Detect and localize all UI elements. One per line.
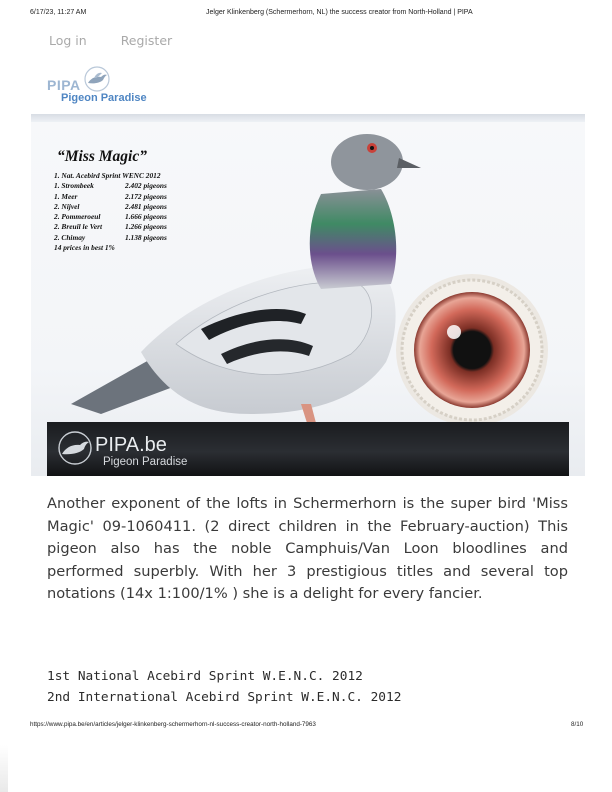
result-card (54, 148, 167, 253)
result-count: 1.666 pigeons (125, 212, 167, 222)
result-count: 2.172 pigeons (125, 191, 167, 201)
print-datetime: 6/17/23, 11:27 AM (30, 9, 87, 16)
result-place: 1. Strombeek (54, 181, 94, 191)
result-row (54, 192, 167, 202)
print-page-title: Jelger Klinkenberg (Schermerhorn, NL) the success creator from North-Holland | PIPA (206, 9, 473, 16)
page-number: 8/10 (571, 721, 584, 728)
result-row (54, 171, 167, 181)
register-link[interactable]: Register (120, 33, 173, 48)
watermark-sub: Pigeon Paradise (103, 456, 188, 468)
result-count: 1.266 pigeons (125, 222, 167, 232)
pigeon-photo (31, 114, 585, 476)
scan-edge-shadow (0, 745, 8, 792)
logo-name: Pigeon Paradise (61, 92, 147, 104)
result-row (54, 181, 167, 191)
titles-list (47, 666, 401, 708)
result-count: 1.138 pigeons (125, 232, 167, 242)
result-place: 1. Nat. Acebird Sprint WENC 2012 (54, 171, 161, 180)
result-count: 2.481 pigeons (125, 201, 167, 211)
site-logo[interactable] (47, 66, 167, 106)
title-line: 1st National Acebird Sprint W.E.N.C. 2012 (47, 669, 363, 684)
result-row (54, 233, 167, 243)
auth-links (49, 33, 172, 48)
photo-watermark (55, 430, 205, 470)
result-place: 2. Pommeroeul (54, 212, 101, 222)
results-table (54, 171, 167, 243)
result-row (54, 212, 167, 222)
print-url: https://www.pipa.be/en/articles/jelger-klinkenberg-schermerhorn-nl-success-creator-north-holland-7963 (30, 721, 316, 728)
result-place: 2. Chimay (54, 232, 86, 242)
result-count: 2.402 pigeons (125, 181, 167, 191)
login-link[interactable]: Log in (49, 33, 87, 48)
bird-name: “Miss Magic” (57, 148, 147, 165)
watermark-site: PIPA.be (95, 434, 167, 456)
result-place: 1. Meer (54, 191, 78, 201)
result-row (54, 202, 167, 212)
logo-brand: PIPA (47, 77, 81, 93)
result-place: 2. Nijvel (54, 201, 80, 211)
print-footer (0, 721, 612, 735)
print-header (0, 0, 612, 20)
pigeon-icon (82, 66, 112, 92)
title-line: 2nd International Acebird Sprint W.E.N.C. 2012 (47, 690, 402, 705)
result-place: 2. Breuil le Vert (54, 222, 103, 232)
best-note: 14 prices in best 1% (54, 243, 115, 253)
article-paragraph: Another exponent of the lofts in Schermerhorn is the super bird 'Miss Magic' 09-1060411. (2 direct children in the February-auction) This pigeon also has the noble Camphuis/Van Loon bloodlines and performed superbly. With her 3 prestigious titles and several top notations (14x 1:100/1% ) she is a delight for every fancier. (47, 495, 568, 603)
watermark-pigeon-icon (55, 430, 95, 466)
result-row (54, 222, 167, 232)
